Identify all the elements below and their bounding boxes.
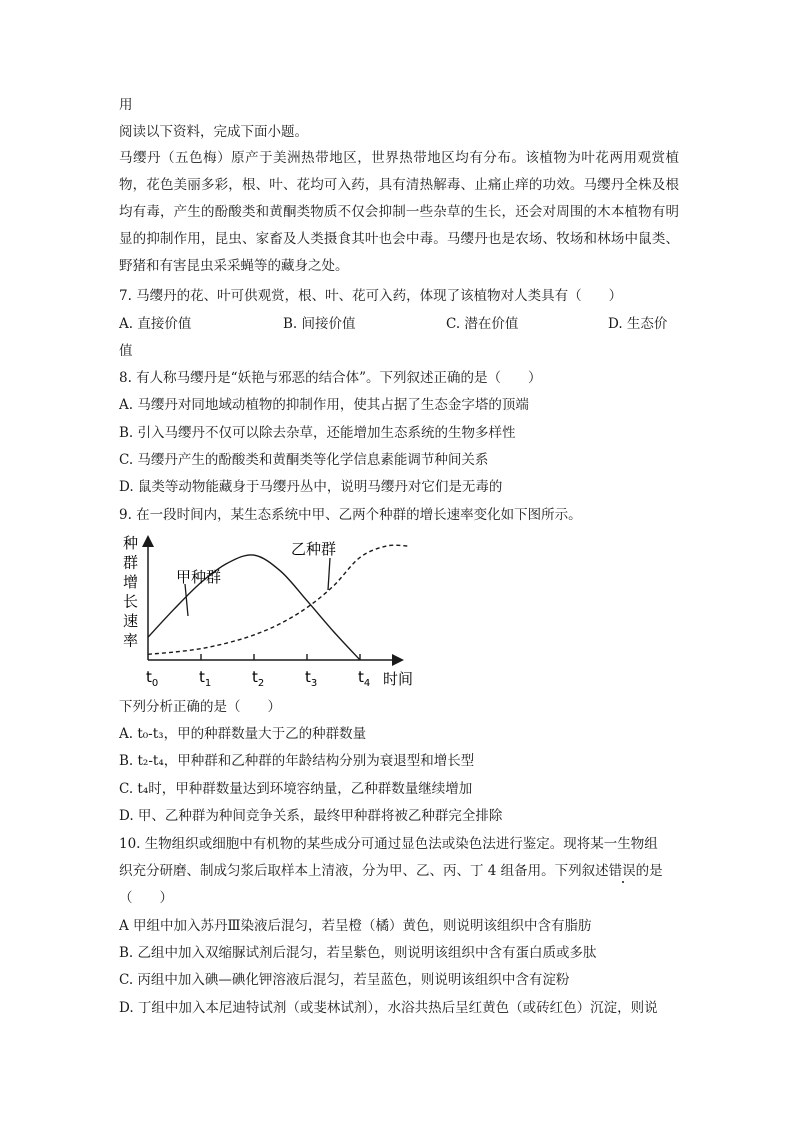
q10-stem-text: 织充分研磨、制成匀浆后取样本上清液，分为甲、乙、丙、丁 4 组备用。下列叙述 [119, 863, 609, 879]
q10-emphasis-word [609, 863, 636, 879]
q10-option-d: D. 丁组中加入本尼迪特试剂（或斐林试剂），水浴共热后呈红黄色（或砖红色）沉淀，则说 [119, 1000, 658, 1016]
q10-emphasis-text: 错误 [608, 863, 636, 879]
series-yi-label: 乙种群 [291, 540, 337, 558]
growth-rate-chart [119, 532, 419, 692]
q7-option-c: C. 潜在价值 [446, 316, 519, 332]
x-axis-label: 时间 [383, 670, 414, 688]
x-tick-label: $t_1$ [199, 668, 212, 689]
y-axis-label-char: 长 [123, 592, 139, 611]
q7-stem: 7. 马缨丹的花、叶可供观赏，根、叶、花可入药，体现了该植物对人类具有（ ） [119, 288, 623, 304]
q10-option-a: A 甲组中加入苏丹Ⅲ染液后混匀，若呈橙（橘）黄色，则说明该组织中含有脂肪 [119, 918, 592, 934]
q9-prompt: 下列分析正确的是（ ） [119, 699, 281, 715]
q10-answer-paren: （ ） [119, 890, 173, 906]
q9-stem: 9. 在一段时间内，某生态系统中甲、乙两个种群的增长速率变化如下图所示。 [119, 507, 582, 523]
carry-over-text: 用 [119, 97, 133, 113]
y-axis-label-char: 种 [123, 534, 139, 552]
x-tick-label: $t_4$ [358, 668, 371, 689]
q8-stem: 8. 有人称马缨丹是“妖艳与邪恶的结合体”。下列叙述正确的是（ ） [119, 370, 542, 386]
x-tick-label: $t_0$ [146, 668, 159, 689]
q7-options [119, 314, 679, 334]
y-axis-label [123, 534, 138, 650]
x-tick-label: $t_2$ [252, 668, 265, 689]
series-jia-pointer [185, 584, 188, 616]
y-axis-label-char: 速 [123, 612, 139, 630]
q8-option-b: B. 引入马缨丹不仅可以除去杂草，还能增加生态系统的生物多样性 [119, 425, 516, 441]
x-tick-label: $t_3$ [305, 668, 318, 689]
reading-passage: 马缨丹（五色梅）原产于美洲热带地区，世界热带地区均有分布。该植物为叶花两用观赏植物，花色美丽多彩，根、叶、花均可入药，具有清热解毒、止痛止痒的功效。马缨丹全株及根均有毒，产生的酚酸类和黄酮类物质不仅会抑制一些杂草的生长，还会对周围的木本植物有明显的抑制作用，昆虫、家畜及人类摄食其叶也会中毒。马缨丹也是农场、牧场和林场中鼠类、野猪和有害昆虫采采蝇等的藏身之处。 [119, 150, 679, 274]
series-yi-pointer [328, 558, 330, 590]
reading-instruction: 阅读以下资料，完成下面小题。 [119, 124, 308, 140]
q7-option-d: D. 生态价 [608, 316, 668, 332]
q9-option-b: B. t₂-t₄，甲种群和乙种群的年龄结构分别为衰退型和增长型 [119, 753, 475, 769]
q10-stem-line2 [119, 861, 663, 881]
q9-option-d: D. 甲、乙种群为种间竞争关系，最终甲种群将被乙种群完全排除 [119, 808, 503, 824]
q8-option-a: A. 马缨丹对同地域动植物的抑制作用，使其占据了生态金字塔的顶端 [119, 397, 529, 413]
q7-option-b: B. 间接价值 [283, 316, 356, 332]
q9-option-a: A. t₀-t₃，甲的种群数量大于乙的种群数量 [119, 726, 367, 742]
y-axis-label-char: 群 [123, 553, 139, 572]
series-jia-label: 甲种群 [176, 568, 222, 586]
q10-option-b: B. 乙组中加入双缩脲试剂后混匀，若呈紫色，则说明该组织中含有蛋白质或多肽 [119, 945, 597, 961]
q10-stem-end: 的是 [635, 863, 663, 879]
y-axis-label-char: 增 [123, 573, 139, 591]
q10-option-c: C. 丙组中加入碘—碘化钾溶液后混匀，若呈蓝色，则说明该组织中含有淀粉 [119, 972, 570, 988]
q7-option-d-wrap: 值 [119, 343, 133, 359]
q10-stem-line1: 10. 生物组织或细胞中有机物的某些成分可通过显色法或染色法进行鉴定。现将某一生物组 [119, 836, 658, 852]
q7-option-a: A. 直接价值 [119, 316, 192, 332]
q8-option-d: D. 鼠类等动物能藏身于马缨丹丛中，说明马缨丹对它们是无毒的 [119, 479, 503, 495]
q8-option-c: C. 马缨丹产生的酚酸类和黄酮类等化学信息素能调节种间关系 [119, 452, 489, 468]
q9-option-c: C. t₄时，甲种群数量达到环境容纳量，乙种群数量继续增加 [119, 781, 473, 797]
y-axis-label-char: 率 [123, 631, 139, 650]
